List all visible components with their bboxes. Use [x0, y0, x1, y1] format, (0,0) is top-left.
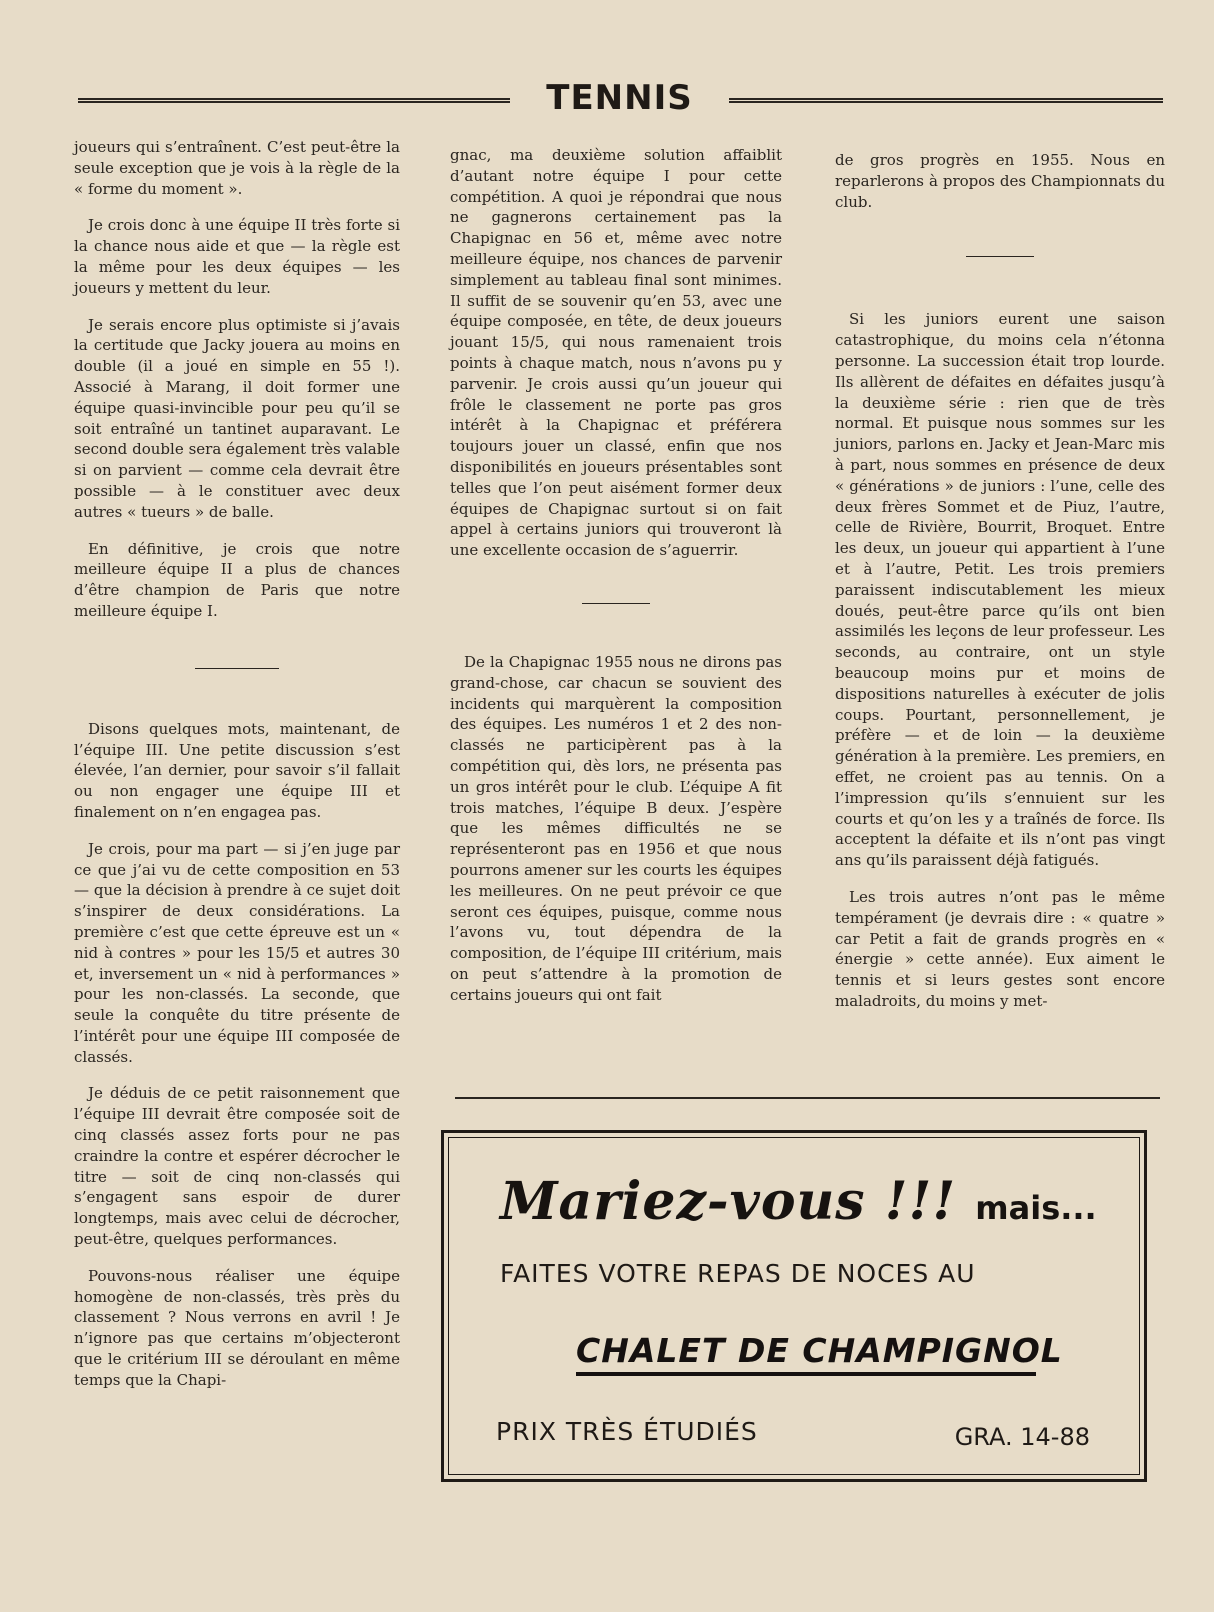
ad-subline: FAITES VOTRE REPAS DE NOCES AU	[500, 1259, 976, 1288]
paragraph: Les trois autres n’ont pas le même tempérament (je devrais dire : « quatre » car Petit a fait de grands progrès en « énergie » cette année). Eux aiment le tennis et si leurs gestes sont encore maladroits, du moins y met-	[835, 887, 1165, 1010]
paragraph: En définitive, je crois que notre meilleure équipe II a plus de chances d’être champion de Paris que notre meilleure équipe I.	[74, 539, 400, 620]
advertisement-box	[441, 1130, 1147, 1482]
paragraph: joueurs qui s’entraînent. C’est peut-être la seule exception que je vois à la règle de la « forme du moment ».	[74, 138, 400, 198]
paragraph: Disons quelques mots, maintenant, de l’équipe III. Une petite discussion s’est élevée, l’an dernier, pour savoir s’il fallait ou non engager une équipe III et finalement on n’en engagea pas.	[74, 719, 400, 821]
header-rule-right	[729, 98, 1163, 103]
section-separator	[966, 256, 1034, 257]
section-header	[78, 78, 1163, 118]
section-separator	[195, 668, 279, 669]
paragraph: gnac, ma deuxième solution affaiblit d’autant notre équipe I pour cette compétition. A quoi je répondrai que nous ne gagnerons certainement pas la Chapignac en 56 et, même avec notre meilleure équipe, nos chances de parvenir simplement au tableau final sont minimes. Il suffit de se souvenir qu’en 53, avec une équipe composée, en tête, de deux joueurs jouant 15/5, qui nous ramenaient trois points à chaque match, nous n’avons pu y parvenir. Je crois aussi qu’un joueur qui frôle le classement ne porte pas gros intérêt à la Chapignac et préférera toujours jouer un classé, enfin que nos disponibilités en joueurs présentables sont telles que l’on peut aisément former deux équipes de Chapignac surtout si on fait appel à certains juniors qui trouveront là une excellente occasion de s’aguerrir.	[450, 146, 782, 560]
advertisement-rule	[455, 1097, 1160, 1099]
header-rule-left	[78, 98, 510, 103]
article-column-1	[74, 137, 400, 1391]
article-column-2	[450, 145, 782, 1005]
ad-headline	[500, 1171, 1120, 1232]
paragraph: Je crois, pour ma part — si j’en juge par ce que j’ai vu de cette composition en 53 — que la décision à prendre à ce sujet doit s’inspirer de deux considérations. La première c’est que cette épreuve est un « nid à contres » pour les 15/5 et autres 30 et, inversement un « nid à performances » pour les non-classés. La seconde, que seule la conquête du titre présente de l’intérêt pour une équipe III composée de classés.	[74, 839, 400, 1066]
paragraph: Pouvons-nous réaliser une équipe homogène de non-classés, très près du classement ? Nous verrons en avril ! Je n’ignore pas que certains m’objecteront que le critérium III se déroulant en même temps que la Chapi-	[74, 1266, 400, 1389]
section-title: TENNIS	[546, 78, 693, 118]
section-separator	[582, 603, 650, 604]
article-column-3	[835, 150, 1165, 1012]
paragraph: Je déduis de ce petit raisonnement que l’équipe III devrait être composée soit de cinq classés assez forts pour ne pas craindre la contre et espérer décrocher le titre — soit de cinq non-classés qui s’engagent sans espoir de durer longtemps, mais avec celui de décrocher, peut-être, quelques performances.	[74, 1084, 400, 1249]
ad-headline-text: Mariez-vous !!!	[500, 1171, 957, 1232]
paragraph: Je serais encore plus optimiste si j’avais la certitude que Jacky jouera au moins en double (il a joué en simple en 55 !). Associé à Marang, il doit former une équipe quasi-invincible pour peu qu’il se soit entraîné un tantinet auparavant. Le second double sera également très valable si on parvient — comme cela devrait être possible — à le constituer avec deux autres « tueurs » de balle.	[74, 315, 400, 521]
ad-restaurant-name: CHALET DE CHAMPIGNOL	[576, 1331, 1036, 1376]
paragraph: Je crois donc à une équipe II très forte si la chance nous aide et que — la règle est la même pour les deux équipes — les joueurs y mettent du leur.	[74, 216, 400, 297]
ad-prices: PRIX TRÈS ÉTUDIÉS	[496, 1417, 758, 1446]
paragraph: Si les juniors eurent une saison catastrophique, du moins cela n’étonna personne. La succession était trop lourde. Ils allèrent de défaites en défaites jusqu’à la deuxième série : rien que de très normal. Et puisque nous sommes sur les juniors, parlons en. Jacky et Jean-Marc mis à part, nous sommes en présence de deux « générations » de juniors : l’une, celle des deux frères Sommet et de Piuz, l’autre, celle de Rivière, Bourrit, Broquet. Entre les deux, un joueur qui appartient à l’une et à l’autre, Petit. Les trois premiers paraissent indiscutablement les mieux doués, peut-être parce qu’ils ont bien assimilés les leçons de leur professeur. Les seconds, au contraire, ont un style beaucoup moins pur et moins de dispositions naturelles à exécuter de jolis coups. Pourtant, personnellement, je préfère — et de loin — la deuxième génération à la première. Les premiers, en effet, ne croient pas au tennis. On a l’impression qu’ils s’ennuient sur les courts et qu’on les y a traînés de force. Ils acceptent la défaite et ils n’ont pas vingt ans qu’ils paraissent déjà fatigués.	[835, 310, 1165, 870]
paragraph: de gros progrès en 1955. Nous en reparlerons à propos des Championnats du club.	[835, 151, 1165, 211]
paragraph: De la Chapignac 1955 nous ne dirons pas grand-chose, car chacun se souvient des incidents qui marquèrent la composition des équipes. Les numéros 1 et 2 des non-classés ne participèrent pas à la compétition qui, dès lors, ne présenta pas un gros intérêt pour le club. L’équipe A fit trois matches, l’équipe B deux. J’espère que les mêmes difficultés ne se représenteront pas en 1956 et que nous pourrons amener sur les courts les équipes les meilleures. On ne peut prévoir ce que seront ces équipes, puisque, comme nous l’avons vu, tout dépendra de la composition, de l’équipe III critérium, mais on peut s’attendre à la promotion de certains joueurs qui ont fait	[450, 652, 782, 1004]
ad-headline-mais: mais...	[975, 1189, 1097, 1227]
ad-phone: GRA. 14-88	[954, 1423, 1090, 1451]
